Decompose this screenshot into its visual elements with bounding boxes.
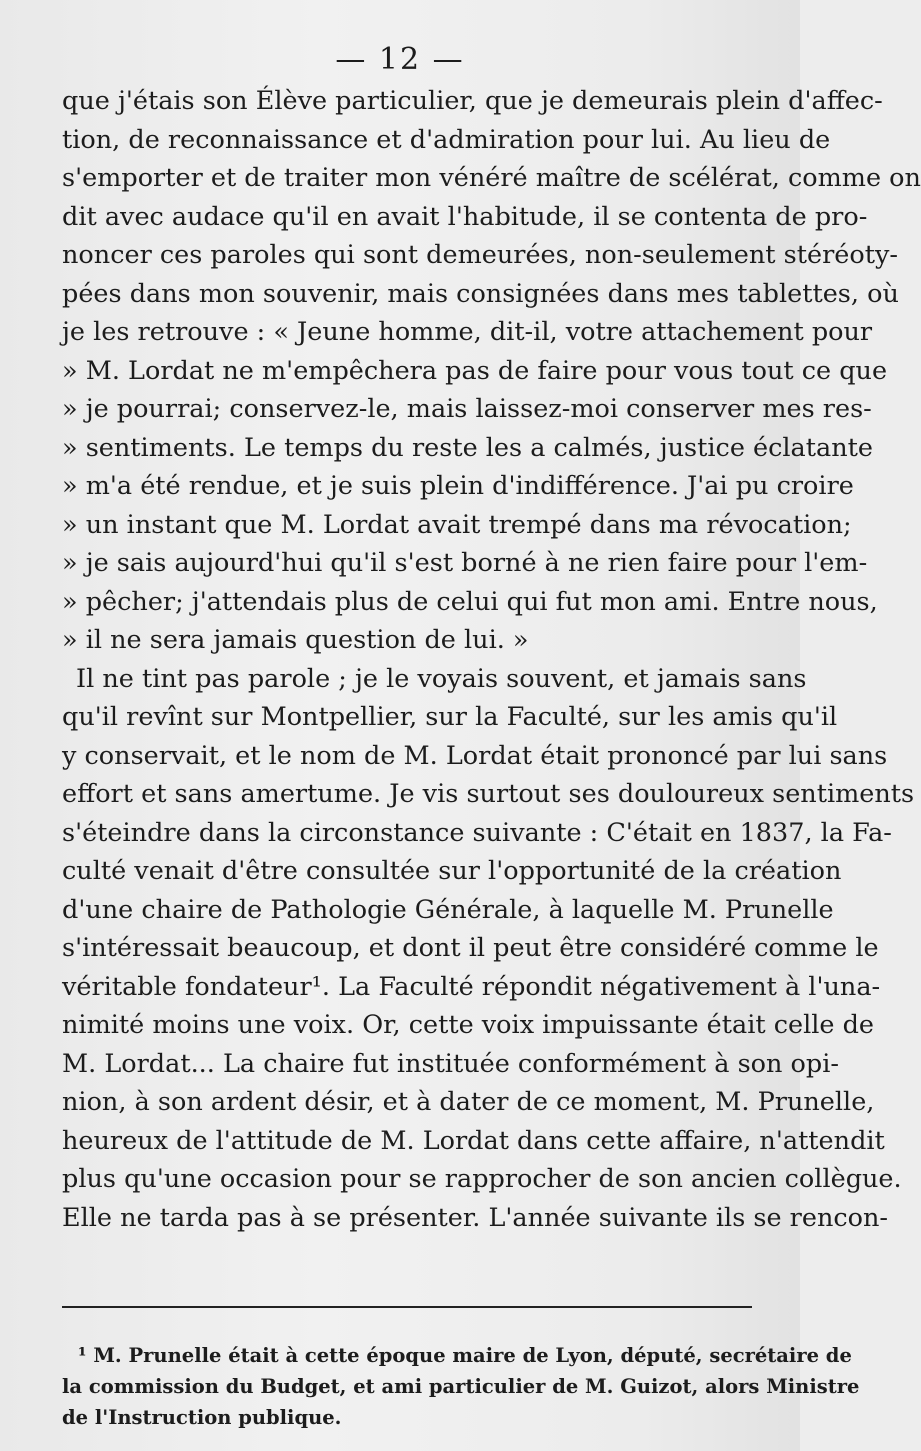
body-text: [62, 82, 921, 1237]
text-line: » je sais aujourd'hui qu'il s'est borné à ne rien faire pour l'em-: [62, 548, 868, 578]
text-line: Elle ne tarda pas à se présenter. L'année suivante ils se rencon-: [62, 1202, 889, 1233]
text-line: » sentiments. Le temps du reste les a calmés, justice éclatante: [62, 432, 873, 463]
text-line: s'éteindre dans la circonstance suivante : C'était en 1837, la Fa-: [62, 817, 892, 848]
paragraph-end-line: » il ne sera jamais question de lui. »: [62, 625, 529, 655]
text-line: s'emporter et de traiter mon vénéré maître de scélérat, comme on: [62, 163, 921, 193]
text-line: nion, à son ardent désir, et à dater de ce moment, M. Prunelle,: [62, 1087, 875, 1117]
text-line: culté venait d'être consultée sur l'opportunité de la création: [62, 856, 842, 886]
footnote-line: la commission du Budget, et ami particulier de M. Guizot, alors Ministre: [62, 1375, 860, 1398]
text-line: dit avec audace qu'il en avait l'habitude, il se contenta de pro-: [62, 201, 868, 232]
text-line: noncer ces paroles qui sont demeurées, non-seulement stéréoty-: [62, 240, 898, 270]
text-line: s'intéressait beaucoup, et dont il peut être considéré comme le: [62, 933, 879, 963]
text-line: d'une chaire de Pathologie Générale, à laquelle M. Prunelle: [62, 894, 834, 925]
text-line: que j'étais son Élève particulier, que je demeurais plein d'affec-: [62, 86, 883, 116]
page-number: — 12 —: [335, 42, 465, 77]
footnote-line: ¹ M. Prunelle était à cette époque maire de Lyon, député, secrétaire de: [78, 1344, 852, 1367]
text-line: » m'a été rendue, et je suis plein d'indifférence. J'ai pu croire: [62, 471, 854, 501]
text-line: véritable fondateur¹. La Faculté répondit négativement à l'una-: [62, 971, 881, 1002]
text-line: tion, de reconnaissance et d'admiration pour lui. Au lieu de: [62, 124, 831, 155]
text-line: » pêcher; j'attendais plus de celui qui fut mon ami. Entre nous,: [62, 586, 878, 617]
footnote-line: de l'Instruction publique.: [62, 1406, 342, 1429]
text-line: je les retrouve : « Jeune homme, dit-il, votre attachement pour: [62, 317, 873, 347]
text-line: M. Lordat... La chaire fut instituée conformément à son opi-: [62, 1048, 840, 1079]
text-line: pées dans mon souvenir, mais consignées dans mes tablettes, où: [62, 278, 899, 309]
text-line: » M. Lordat ne m'empêchera pas de faire pour vous tout ce que: [62, 355, 888, 386]
text-line: heureux de l'attitude de M. Lordat dans cette affaire, n'attendit: [62, 1125, 885, 1156]
paragraph-start-line: Il ne tint pas parole ; je le voyais souvent, et jamais sans: [76, 663, 807, 694]
text-line: nimité moins une voix. Or, cette voix impuissante était celle de: [62, 1010, 875, 1040]
text-line: » un instant que M. Lordat avait trempé dans ma révocation;: [62, 509, 852, 540]
text-line: effort et sans amertume. Je vis surtout ses douloureux sentiments: [62, 779, 915, 809]
text-line: qu'il revînt sur Montpellier, sur la Faculté, sur les amis qu'il: [62, 702, 838, 732]
text-line: plus qu'une occasion pour se rapprocher de son ancien collègue.: [62, 1164, 902, 1194]
text-line: » je pourrai; conservez-le, mais laissez-moi conserver mes res-: [62, 394, 872, 424]
footnote-divider: [62, 1306, 752, 1308]
footnotes: [62, 1340, 860, 1433]
text-line: y conservait, et le nom de M. Lordat était prononcé par lui sans: [62, 740, 888, 771]
